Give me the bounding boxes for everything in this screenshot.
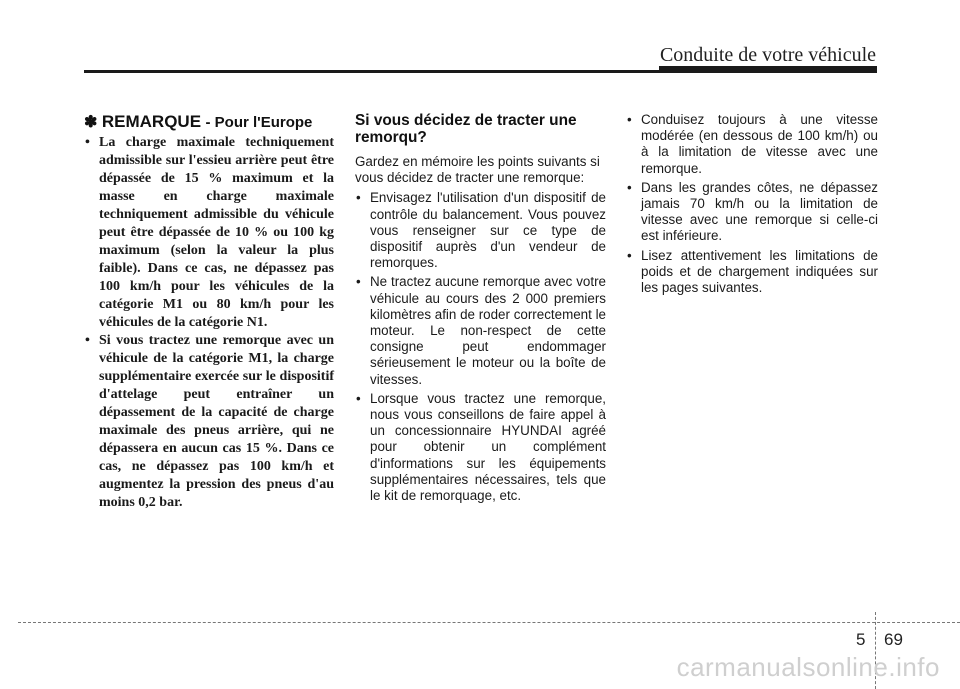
note-label: REMARQUE <box>101 112 202 131</box>
note-list <box>84 134 334 512</box>
towing-list-continued <box>626 112 878 296</box>
list-item: • Lisez attentivement les limitations de poids et de chargement indiquées sur les pages suivantes. <box>626 248 878 297</box>
note-subtitle: - Pour l'Europe <box>205 114 313 131</box>
towing-column-right <box>626 112 878 299</box>
section-title: Si vous décidez de tracter une remorqu? <box>355 112 577 146</box>
chapter-header-title: Conduite de votre véhicule <box>659 44 876 66</box>
towing-column-left <box>355 112 606 507</box>
list-item: • La charge maximale techniquement admissible sur l'essieu arrière peut être dépassée de 15 % maximum et la masse en charge maximale techniquement admissible du véhicule peut être dépassée de 10 % ou 100 kg maximum (selon la valeur la plus faible). Dans ce cas, ne dépassez pas 100 km/h pour les véhicules de la catégorie M1 ou 80 km/h pour les véhicules de la catégorie N1. <box>84 134 334 332</box>
list-item: • Si vous tractez une remorque avec un véhicule de la catégorie M1, la charge supplémentaire exercée sur le dispositif d'attelage peut entraîner un dépassement de la capacité de charge maximale des pneus arrière, qui ne dépassera en aucun cas 15 %. Dans ce cas, ne dépassez pas 100 km/h et augmentez la pression des pneus d'au moins 0,2 bar. <box>84 332 334 512</box>
section-intro: Gardez en mémoire les points suivants si vous décidez de tracter une remorque: <box>355 154 600 186</box>
list-item: • Ne tractez aucune remorque avec votre véhicule au cours des 2 000 premiers kilomètres afin de roder correctement le moteur. Le non-respect de cette consigne peut endommager sérieusement le moteur ou la boîte de vitesses. <box>355 274 606 387</box>
page-number: 69 <box>884 630 903 649</box>
watermark: carmanualsonline.info <box>676 652 940 682</box>
header-rule-accent <box>659 66 877 73</box>
towing-list <box>355 190 606 504</box>
note-heading <box>84 112 334 132</box>
footer-rule <box>18 622 960 623</box>
list-item: • Dans les grandes côtes, ne dépassez jamais 70 km/h ou la limitation de vitesse avec une remorque si celle-ci est inférieure. <box>626 180 878 245</box>
list-item: • Conduisez toujours à une vitesse modérée (en dessous de 100 km/h) ou à la limitation de vitesse avec une remorque. <box>626 112 878 177</box>
asterisk-icon: ✽ <box>84 114 98 131</box>
note-column <box>84 112 334 512</box>
list-item: • Envisagez l'utilisation d'un dispositif de contrôle du balancement. Vous pouvez vous renseigner sur ce type de dispositif auprès d'un vendeur de remorques. <box>355 190 606 271</box>
chapter-number: 5 <box>856 630 866 649</box>
list-item: • Lorsque vous tractez une remorque, nous vous conseillons de faire appel à un concessionnaire HYUNDAI agréé pour obtenir un complément d'informations sur les équipements supplémentaires nécessaires, tels que le kit de remorquage, etc. <box>355 391 606 504</box>
